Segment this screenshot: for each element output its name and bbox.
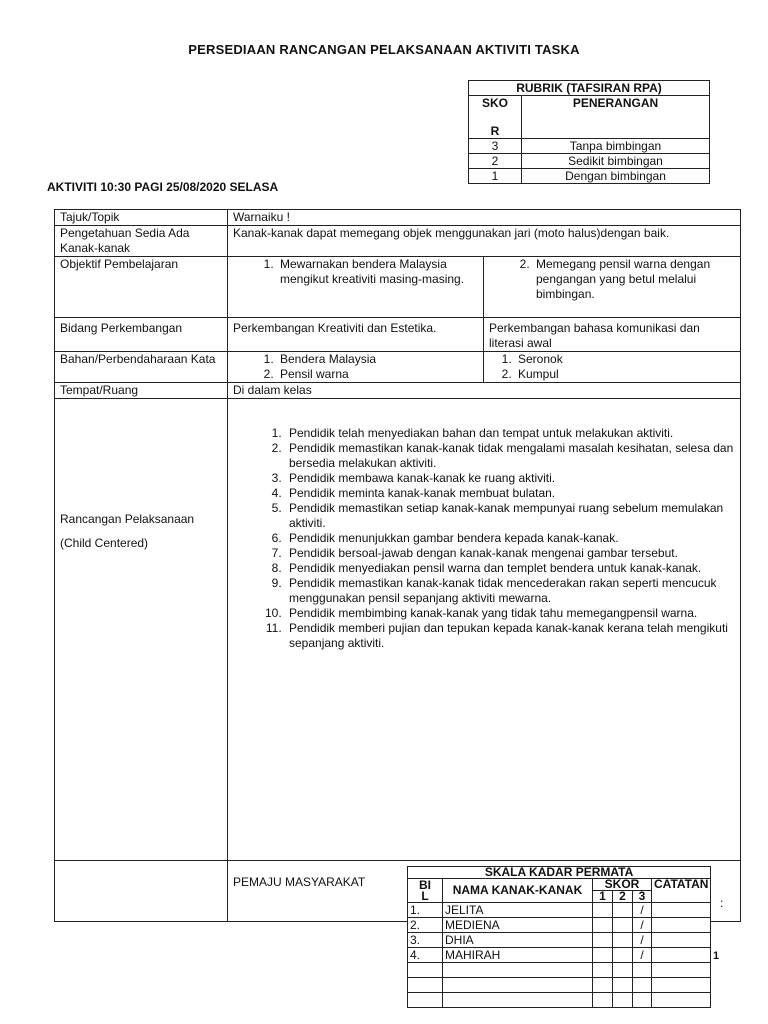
skala-catatan bbox=[652, 933, 711, 948]
skala-col-nama: NAMA KANAK-KANAK bbox=[443, 879, 593, 903]
skala-s3 bbox=[633, 993, 652, 1008]
rubrik-penerangan: Tanpa bimbingan bbox=[522, 139, 710, 154]
objektif-cell-1 bbox=[228, 257, 484, 318]
step-item: 2. Pendidik memastikan kanak-kanak tidak mengalami masalah kesihatan, selesa dan bersedia melakukan aktiviti. bbox=[285, 441, 735, 471]
skala-nama bbox=[443, 993, 593, 1008]
kata-item: 2. Kumpul bbox=[515, 367, 735, 382]
skala-s2 bbox=[613, 948, 633, 963]
skala-s3 bbox=[633, 978, 652, 993]
objektif-item: 2. Memegang pensil warna dengan pengangan yang betul melalui bimbingan. bbox=[533, 257, 735, 302]
objektif-cell-2 bbox=[484, 257, 741, 318]
rubrik-col-skor: SKO R bbox=[469, 96, 522, 139]
skala-bil bbox=[408, 963, 443, 978]
document-title: PERSEDIAAN RANCANGAN PELAKSANAAN AKTIVITI TASKA bbox=[188, 42, 580, 57]
rubrik-penerangan: Sedikit bimbingan bbox=[522, 154, 710, 169]
bahan-cell bbox=[228, 352, 484, 383]
skala-catatan bbox=[652, 993, 711, 1008]
rancangan-label bbox=[55, 399, 228, 861]
step-item: 9. Pendidik memastikan kanak-kanak tidak mencederakan rakan seperti mencucuk menggunakan pensil sepanjang aktiviti mewarna. bbox=[285, 576, 735, 606]
row-bidang bbox=[55, 318, 741, 352]
tajuk-value: Warnaiku ! bbox=[228, 210, 741, 226]
rancangan-label-line1: Rancangan Pelaksanaan bbox=[60, 512, 195, 526]
skala-catatan bbox=[652, 948, 711, 963]
skala-s2 bbox=[613, 993, 633, 1008]
row-tajuk bbox=[55, 210, 741, 226]
tempat-value: Di dalam kelas bbox=[228, 383, 741, 399]
lesson-plan-table bbox=[54, 209, 741, 922]
pengetahuan-label: Pengetahuan Sedia Ada Kanak-kanak bbox=[55, 226, 228, 257]
skala-col-bil: BI L bbox=[408, 879, 443, 903]
step-item: 1. Pendidik telah menyediakan bahan dan tempat untuk melakukan aktiviti. bbox=[285, 426, 735, 441]
activity-header: AKTIVITI 10:30 PAGI 25/08/2020 SELASA bbox=[47, 180, 279, 194]
rubrik-title: RUBRIK (TAFSIRAN RPA) bbox=[469, 81, 710, 96]
skala-nama: MEDIENA bbox=[443, 918, 593, 933]
bahan-label: Bahan/Perbendaharaan Kata bbox=[55, 352, 228, 383]
skala-s1 bbox=[593, 903, 613, 918]
rubrik-col-penerangan: PENERANGAN bbox=[522, 96, 710, 139]
row-rancangan bbox=[55, 399, 741, 861]
step-item: 7. Pendidik bersoal-jawab dengan kanak-kanak mengenai gambar tersebut. bbox=[285, 546, 735, 561]
skala-catatan bbox=[652, 963, 711, 978]
objektif-label: Objektif Pembelajaran bbox=[55, 257, 228, 318]
skala-bil: 1. bbox=[408, 903, 443, 918]
skala-catatan bbox=[652, 903, 711, 918]
skala-s3: / bbox=[633, 903, 652, 918]
step-item: 10. Pendidik membimbing kanak-kanak yang tidak tahu memegangpensil warna. bbox=[285, 606, 735, 621]
kata-item: 1. Seronok bbox=[515, 352, 735, 367]
skala-s1 bbox=[593, 963, 613, 978]
skala-row bbox=[408, 903, 711, 918]
kata-list bbox=[489, 352, 735, 382]
skala-kadar-table bbox=[407, 866, 711, 1008]
skala-bil: 2. bbox=[408, 918, 443, 933]
bahan-item: 2. Pensil warna bbox=[277, 367, 478, 382]
row-pengetahuan bbox=[55, 226, 741, 257]
skala-s3: / bbox=[633, 918, 652, 933]
skala-bil bbox=[408, 993, 443, 1008]
skala-nama: JELITA bbox=[443, 903, 593, 918]
skala-s3: / bbox=[633, 948, 652, 963]
skala-s3: / bbox=[633, 933, 652, 948]
pemaju-empty-cell bbox=[55, 861, 228, 922]
skala-s1 bbox=[593, 993, 613, 1008]
skala-title: SKALA KADAR PERMATA bbox=[408, 867, 711, 879]
skala-s2 bbox=[613, 918, 633, 933]
pemaju-label: PEMAJU MASYARAKAT bbox=[228, 861, 741, 922]
tempat-label: Tempat/Ruang bbox=[55, 383, 228, 399]
rancangan-label-line2: (Child Centered) bbox=[60, 536, 149, 550]
objektif-list-2 bbox=[489, 257, 735, 302]
bahan-item: 1. Bendera Malaysia bbox=[277, 352, 478, 367]
skala-s1 bbox=[593, 933, 613, 948]
row-tempat bbox=[55, 383, 741, 399]
rubrik-penerangan: Dengan bimbingan bbox=[522, 169, 710, 184]
step-item: 11. Pendidik memberi pujian dan tepukan kepada kanak-kanak kerana telah mengikuti sepanjang aktiviti. bbox=[285, 621, 735, 651]
rubrik-row bbox=[469, 169, 710, 184]
skala-nama: DHIA bbox=[443, 933, 593, 948]
step-item: 5. Pendidik memastikan setiap kanak-kanak mempunyai ruang sebelum memulakan aktiviti. bbox=[285, 501, 735, 531]
pengetahuan-value: Kanak-kanak dapat memegang objek menggunakan jari (moto halus)dengan baik. bbox=[228, 226, 741, 257]
skala-row bbox=[408, 948, 711, 963]
bidang-label: Bidang Perkembangan bbox=[55, 318, 228, 352]
skala-s2 bbox=[613, 903, 633, 918]
step-item: 3. Pendidik membawa kanak-kanak ke ruang aktiviti. bbox=[285, 471, 735, 486]
skala-catatan bbox=[652, 918, 711, 933]
skala-nama bbox=[443, 963, 593, 978]
skala-col-catatan: CATATAN bbox=[652, 879, 711, 903]
rubrik-skor: 2 bbox=[469, 154, 522, 169]
rancangan-steps-list bbox=[233, 426, 735, 651]
bahan-list bbox=[233, 352, 478, 382]
skala-skor-2: 2 bbox=[613, 891, 633, 903]
skala-bil: 4. bbox=[408, 948, 443, 963]
skala-bil: 3. bbox=[408, 933, 443, 948]
skala-nama: MAHIRAH bbox=[443, 948, 593, 963]
row-bahan bbox=[55, 352, 741, 383]
trailing-colon: : bbox=[720, 896, 724, 910]
skala-bil bbox=[408, 978, 443, 993]
rubrik-row bbox=[469, 139, 710, 154]
rubrik-row bbox=[469, 154, 710, 169]
skala-row bbox=[408, 933, 711, 948]
skala-row bbox=[408, 963, 711, 978]
step-item: 4. Pendidik meminta kanak-kanak membuat bulatan. bbox=[285, 486, 735, 501]
skala-s2 bbox=[613, 978, 633, 993]
rubrik-skor: 3 bbox=[469, 139, 522, 154]
skala-s2 bbox=[613, 963, 633, 978]
skala-catatan bbox=[652, 978, 711, 993]
skala-row bbox=[408, 993, 711, 1008]
bidang-value-1: Perkembangan Kreativiti dan Estetika. bbox=[228, 318, 484, 352]
skala-row bbox=[408, 918, 711, 933]
objektif-item: 1. Mewarnakan bendera Malaysia mengikut kreativiti masing-masing. bbox=[277, 257, 478, 287]
step-item: 6. Pendidik menunjukkan gambar bendera kepada kanak-kanak. bbox=[285, 531, 735, 546]
row-objektif bbox=[55, 257, 741, 318]
skala-s1 bbox=[593, 918, 613, 933]
step-item: 8. Pendidik menyediakan pensil warna dan templet bendera untuk kanak-kanak. bbox=[285, 561, 735, 576]
skala-nama bbox=[443, 978, 593, 993]
skala-col-skor: SKOR bbox=[593, 879, 652, 891]
tajuk-label: Tajuk/Topik bbox=[55, 210, 228, 226]
rancangan-steps-cell bbox=[228, 399, 741, 861]
skala-s2 bbox=[613, 933, 633, 948]
bidang-value-2: Perkembangan bahasa komunikasi dan literasi awal bbox=[484, 318, 741, 352]
skala-skor-1: 1 bbox=[593, 891, 613, 903]
page-number: 1 bbox=[713, 950, 720, 962]
objektif-list-1 bbox=[233, 257, 478, 287]
kata-cell bbox=[484, 352, 741, 383]
skala-s1 bbox=[593, 948, 613, 963]
skala-skor-3: 3 bbox=[633, 891, 652, 903]
skala-row bbox=[408, 978, 711, 993]
skala-s3 bbox=[633, 963, 652, 978]
rubrik-skor: 1 bbox=[469, 169, 522, 184]
rubrik-table bbox=[468, 80, 710, 184]
skala-s1 bbox=[593, 978, 613, 993]
